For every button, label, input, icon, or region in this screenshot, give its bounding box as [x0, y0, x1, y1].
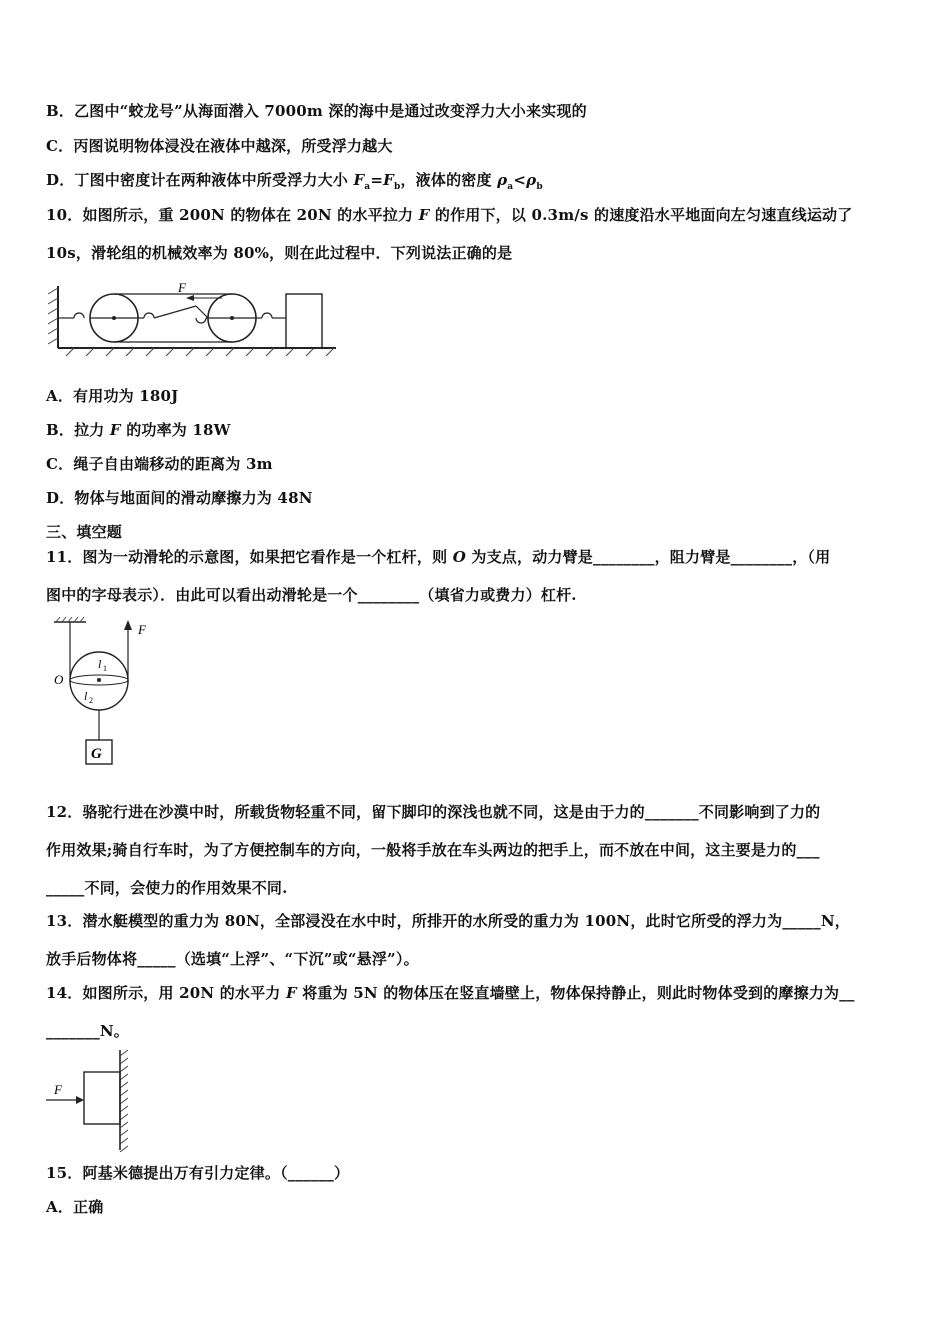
q13-stem-line1: 13．潜水艇模型的重力为 80N，全部浸没在水中时，所排开的水所受的重力为 100N，此时它所受的浮力为_____N，	[46, 912, 850, 930]
q11-fig-label-g: G	[91, 746, 102, 762]
q11-moving-pulley-figure	[46, 616, 176, 772]
q12-stem-line1: 12．骆驼行进在沙漠中时，所载货物轻重不同，留下脚印的深浅也就不同，这是由于力的_______不同影响到了力的	[46, 803, 821, 821]
q11-fig-label-l2-sub: 2	[89, 696, 93, 705]
q11-stem-line1: 11．图为一动滑轮的示意图，如果把它看作是一个杠杆，则 O 为支点，动力臂是________，阻力臂是________，（用	[46, 548, 831, 566]
q11-fig-label-f: F	[138, 622, 146, 637]
q12-stem-line2: 作用效果;骑自行车时，为了方便控制车的方向，一般将手放在车头两边的把手上，而不放在中间，这主要是力的___	[46, 841, 820, 859]
q14-block-wall-figure	[44, 1048, 144, 1152]
q15-stem: 15．阿基米德提出万有引力定律。（______）	[46, 1164, 350, 1182]
q13-stem-line2: 放手后物体将_____（选填“上浮”、“下沉”或“悬浮”）。	[46, 950, 419, 968]
q10-option-d: D．物体与地面间的滑动摩擦力为 48N	[46, 489, 313, 507]
q10-fig-label-f: F	[178, 280, 186, 295]
q12-stem-line3: _____不同，会使力的作用效果不同.	[46, 879, 288, 897]
q14-stem-line1: 14．如图所示，用 20N 的水平力 F 将重为 5N 的物体压在竖直墙壁上，物体保持静止，则此时物体受到的摩擦力为__	[46, 984, 855, 1002]
q14-fig-label-f: F	[54, 1082, 62, 1097]
section-heading-fill-in: 三、填空题	[46, 523, 123, 541]
q10-option-a: A．有用功为 180J	[46, 387, 179, 405]
q11-fig-label-l1: l	[98, 657, 102, 671]
q11-fig-label-l1-sub: 1	[103, 664, 107, 673]
q11-stem-line2: 图中的字母表示）．由此可以看出动滑轮是一个________（填省力或费力）杠杆.	[46, 586, 577, 604]
q10-pulley-figure	[46, 278, 346, 358]
q10-stem-line2: 10s，滑轮组的机械效率为 80%，则在此过程中．下列说法正确的是	[46, 244, 513, 262]
q9-option-d: D．丁图中密度计在两种液体中所受浮力大小 $F_a=F_b$，液体的密度 $\rho_a<\rho_b$	[46, 171, 543, 192]
q11-fig-label-l2: l	[84, 689, 88, 703]
q9-option-b: B．乙图中“蛟龙号”从海面潜入 7000m 深的海中是通过改变浮力大小来实现的	[46, 102, 587, 120]
q10-option-c: C．绳子自由端移动的距离为 3m	[46, 455, 273, 473]
q11-fig-label-o: O	[54, 672, 64, 687]
q10-stem-line1: 10．如图所示，重 200N 的物体在 20N 的水平拉力 F 的作用下，以 0.3m/s 的速度沿水平地面向左匀速直线运动了	[46, 206, 853, 224]
q10-option-b: B．拉力 F 的功率为 18W	[46, 421, 231, 439]
q9-option-c: C．丙图说明物体浸没在液体中越深，所受浮力越大	[46, 137, 393, 155]
q15-option-a: A．正确	[46, 1198, 104, 1216]
q14-stem-line2: _______N。	[46, 1022, 130, 1040]
